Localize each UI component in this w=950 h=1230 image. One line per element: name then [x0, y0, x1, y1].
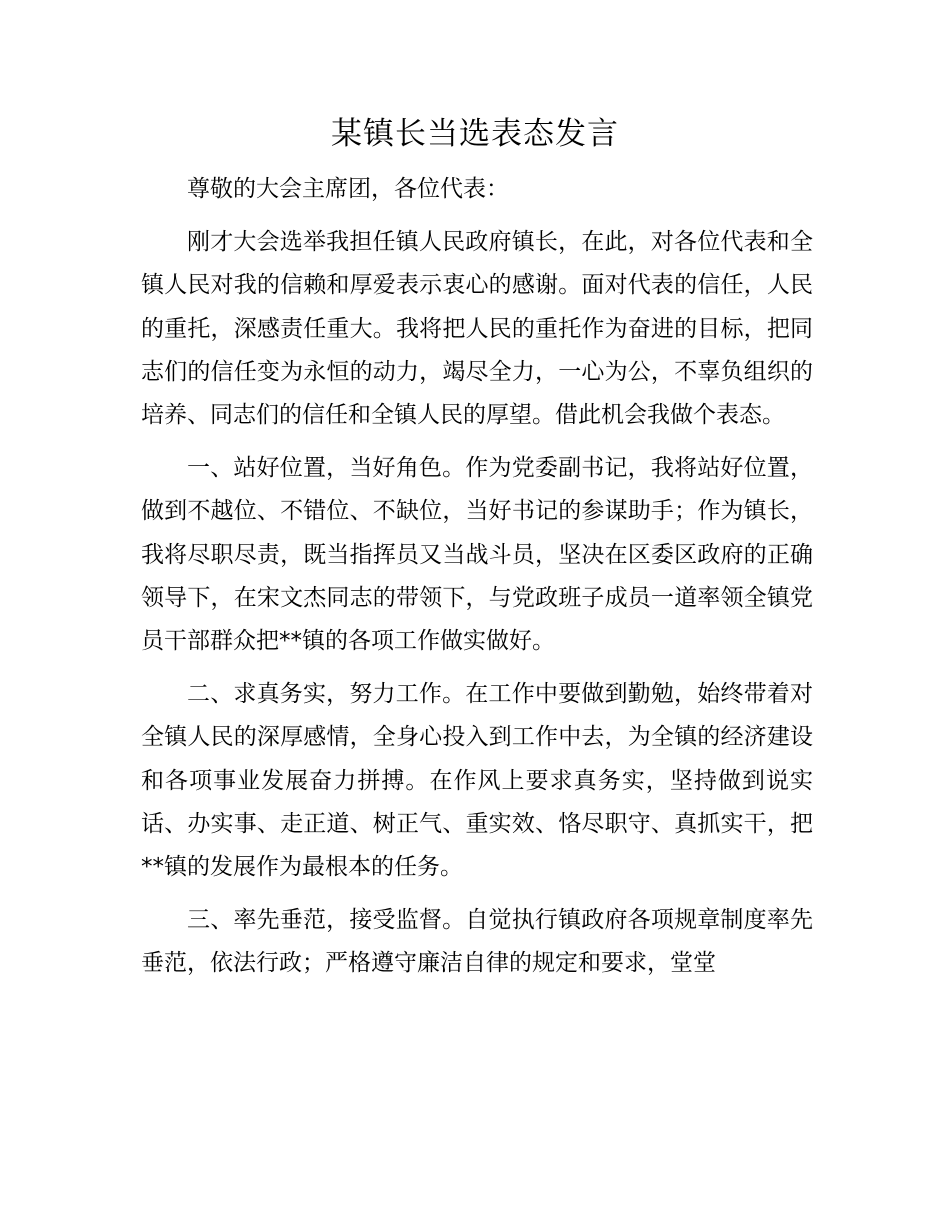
paragraph-point-two: 二、求真务实，努力工作。在工作中要做到勤勉，始终带着对全镇人民的深厚感情，全身心投入到工作中去，为全镇的经济建设和各项事业发展奋力拼搏。在作风上要求真务实，坚持做到说实话、办实事、走正道、树正气、重实效、恪尽职守、真抓实干，把**镇的发展作为最根本的任务。	[141, 681, 813, 881]
document-body	[141, 168, 813, 986]
paragraph-point-one: 一、站好位置，当好角色。作为党委副书记，我将站好位置，做到不越位、不错位、不缺位，当好书记的参谋助手；作为镇长，我将尽职尽责，既当指挥员又当战斗员，坚决在区委区政府的正确领导下，在宋文杰同志的带领下，与党政班子成员一道率领全镇党员干部群众把**镇的各项工作做实做好。	[141, 455, 813, 655]
document-title: 某镇长当选表态发言	[331, 116, 619, 152]
paragraph-point-three: 三、率先垂范，接受监督。自觉执行镇政府各项规章制度率先垂范，依法行政；严格遵守廉洁自律的规定和要求，堂堂	[141, 907, 813, 977]
paragraph-intro: 刚才大会选举我担任镇人民政府镇长，在此，对各位代表和全镇人民对我的信赖和厚爱表示衷心的感谢。面对代表的信任，人民的重托，深感责任重大。我将把人民的重托作为奋进的目标，把同志们的信任变为永恒的动力，竭尽全力，一心为公，不辜负组织的培养、同志们的信任和全镇人民的厚望。借此机会我做个表态。	[141, 229, 813, 429]
greeting-paragraph: 尊敬的大会主席团，各位代表：	[187, 176, 509, 202]
